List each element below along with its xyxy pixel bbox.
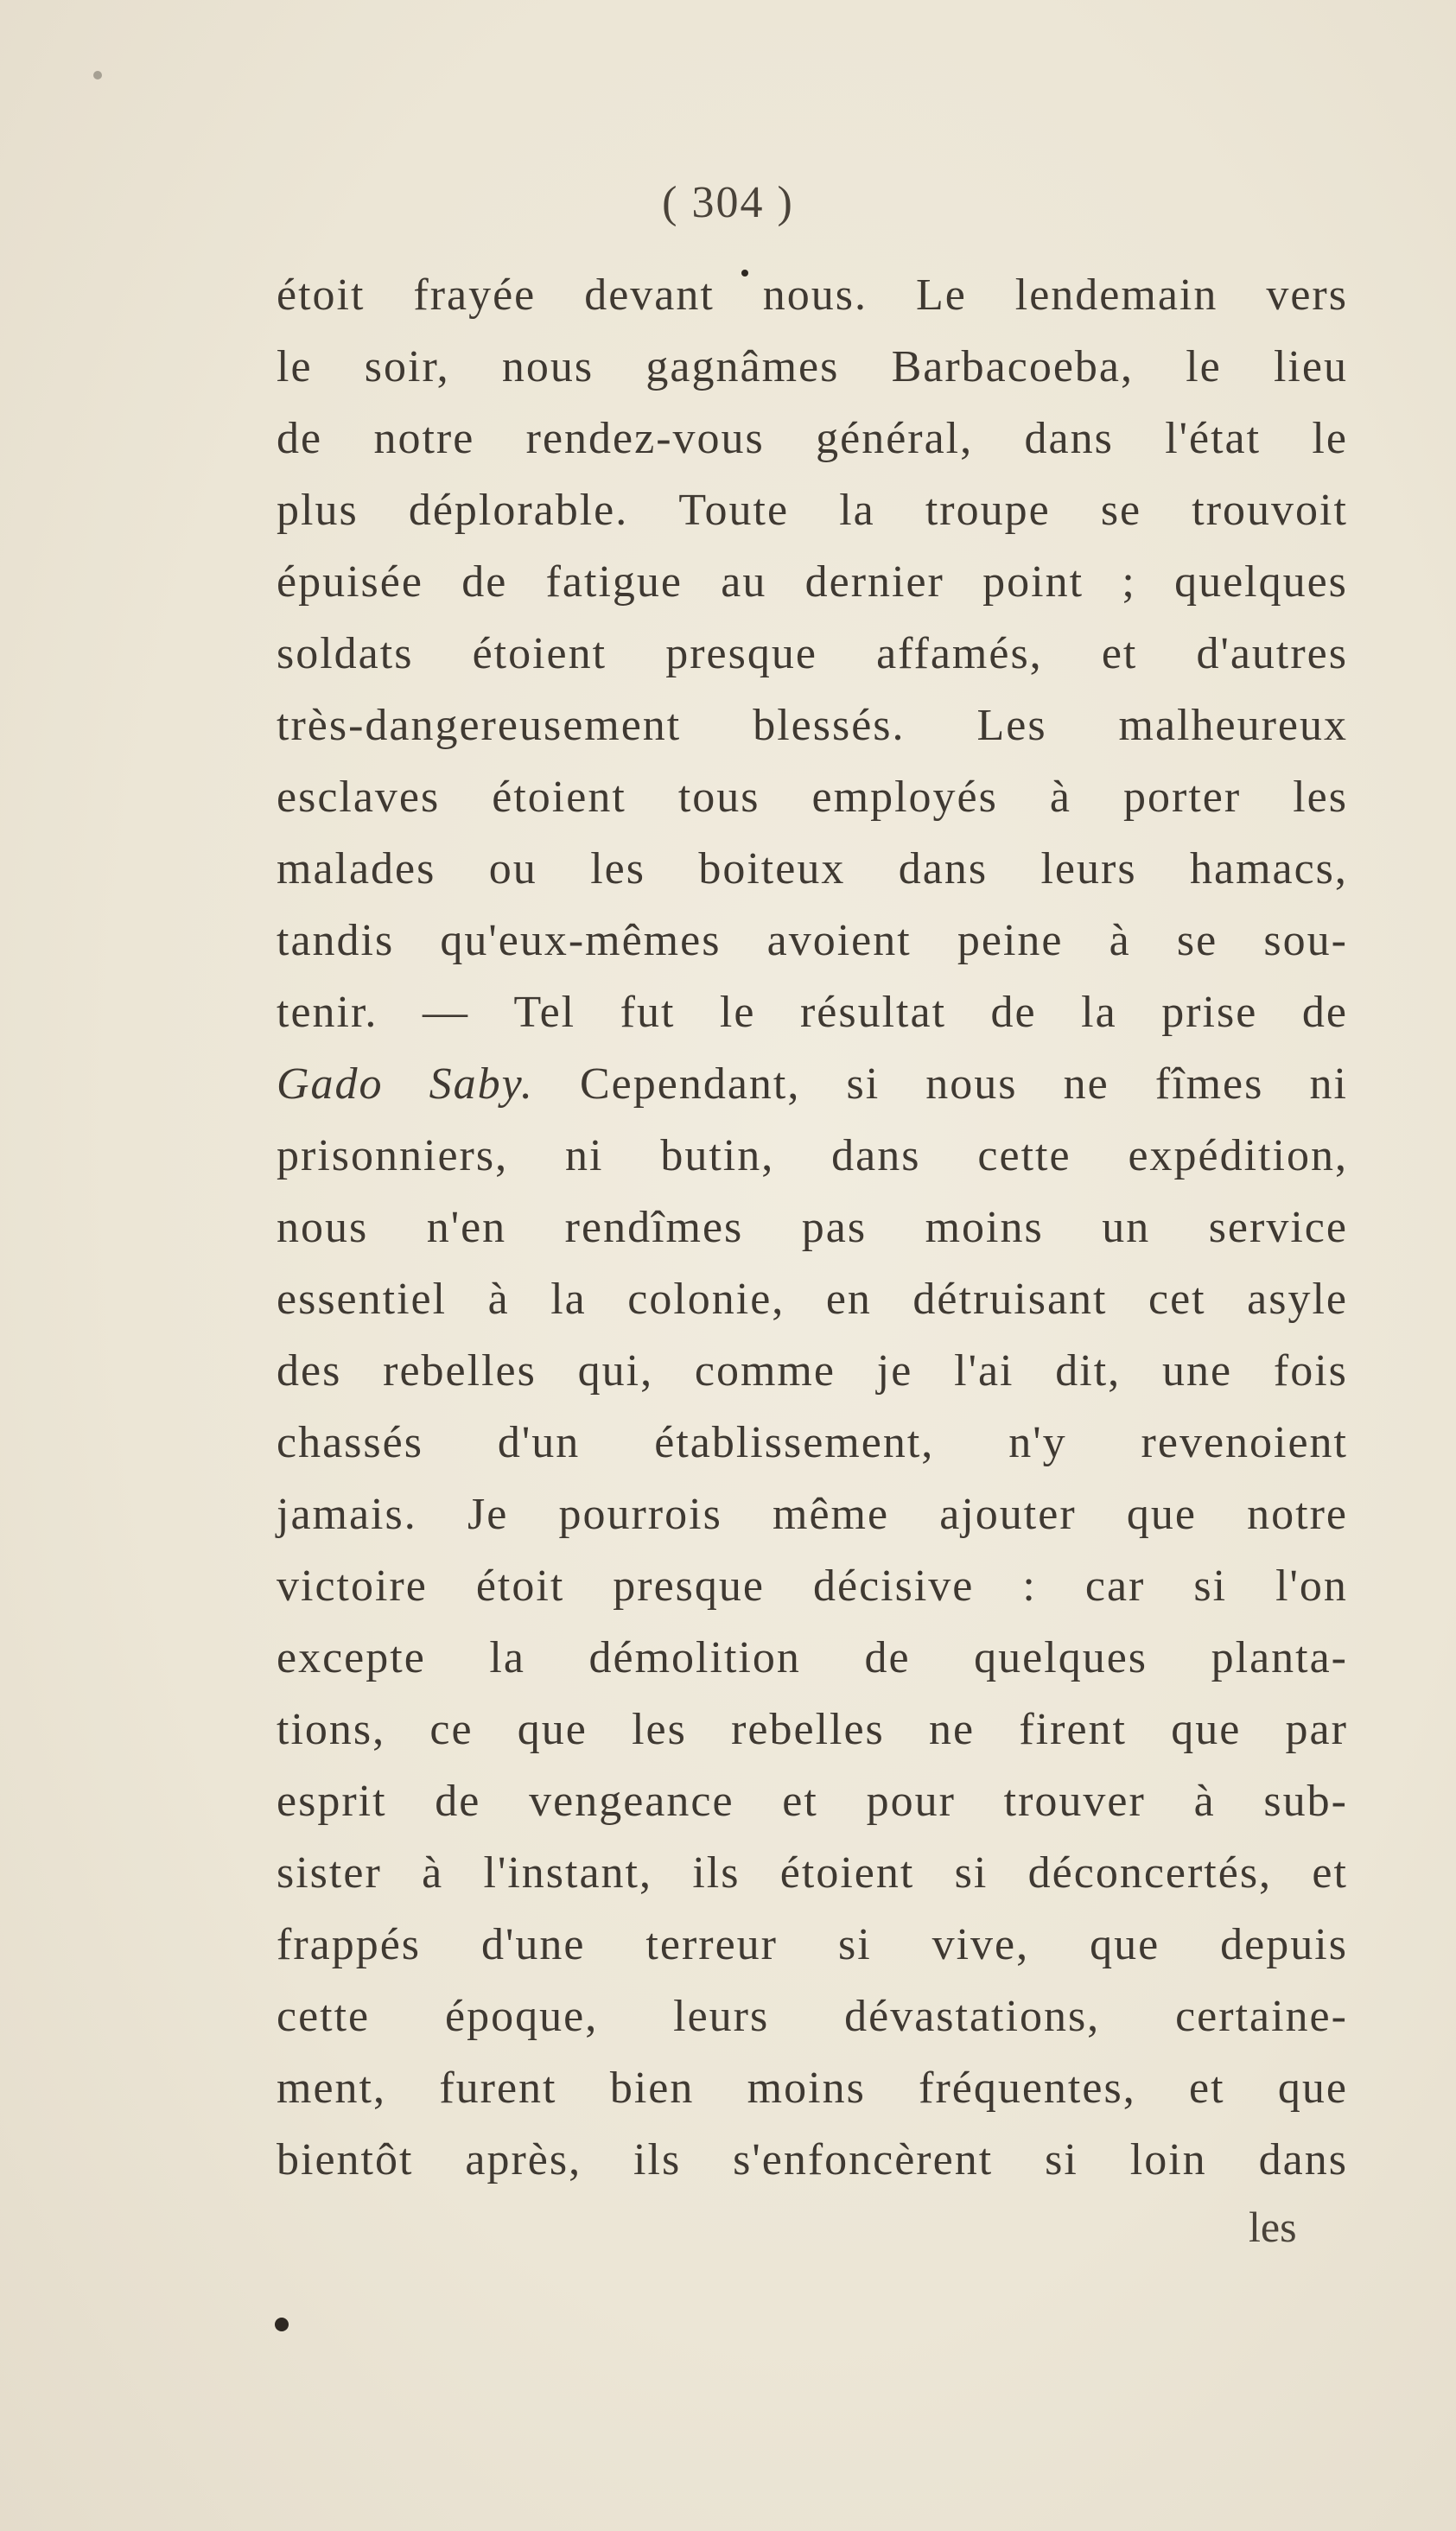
word: colonie, bbox=[627, 1275, 785, 1324]
text-line bbox=[277, 546, 1348, 618]
text-line bbox=[277, 1335, 1348, 1407]
word: étoit bbox=[475, 1561, 565, 1611]
text-line bbox=[277, 2052, 1348, 2124]
word: établissement, bbox=[654, 1418, 935, 1467]
text-line bbox=[277, 1048, 1348, 1120]
word: le bbox=[1186, 342, 1222, 391]
word: l'état bbox=[1165, 414, 1262, 463]
word: épuisée bbox=[277, 557, 423, 607]
word: excepte bbox=[277, 1633, 426, 1682]
word: plus bbox=[277, 486, 359, 535]
word: s'enfoncèrent bbox=[733, 2135, 994, 2184]
word: victoire bbox=[277, 1561, 428, 1611]
word: bien bbox=[609, 2064, 695, 2113]
text-line bbox=[277, 259, 1348, 331]
word: notre bbox=[1247, 1490, 1348, 1539]
text-line bbox=[277, 1622, 1348, 1694]
text-line bbox=[277, 690, 1348, 761]
word: si bbox=[837, 1920, 872, 1969]
word: et bbox=[782, 1777, 818, 1826]
word: d'autres bbox=[1196, 629, 1348, 678]
word: asyle bbox=[1247, 1275, 1348, 1324]
word: rendîmes bbox=[564, 1203, 744, 1252]
text-line bbox=[277, 1407, 1348, 1479]
word: bientôt bbox=[277, 2135, 414, 2184]
word: si bbox=[1045, 2135, 1078, 2184]
body-text bbox=[277, 259, 1348, 2196]
word: : bbox=[1022, 1561, 1037, 1611]
word: fîmes bbox=[1154, 1059, 1264, 1109]
word: ne bbox=[929, 1705, 976, 1754]
word: l'instant, bbox=[483, 1848, 652, 1898]
word: que bbox=[517, 1705, 588, 1754]
word: cet bbox=[1148, 1275, 1206, 1324]
word: à bbox=[1049, 773, 1071, 822]
word: ils bbox=[633, 2135, 682, 2184]
word: étoient bbox=[779, 1848, 915, 1898]
word: peine bbox=[957, 916, 1064, 965]
word: prisonniers, bbox=[277, 1131, 509, 1180]
word: nous bbox=[501, 342, 594, 391]
word: service bbox=[1208, 1203, 1348, 1252]
word: à bbox=[1193, 1777, 1216, 1826]
word: Toute bbox=[678, 486, 790, 535]
word: tenir. bbox=[277, 988, 378, 1037]
word: ; bbox=[1122, 557, 1136, 607]
word: leurs bbox=[673, 1992, 770, 2041]
word: boiteux bbox=[698, 844, 846, 893]
word: dans bbox=[898, 844, 989, 893]
ink-speck bbox=[741, 270, 748, 277]
word: vengeance bbox=[529, 1777, 734, 1826]
word: jamais. bbox=[277, 1490, 417, 1539]
word: moins bbox=[747, 2064, 866, 2113]
word: Cependant, bbox=[580, 1059, 801, 1109]
word: — bbox=[422, 988, 469, 1037]
word: malheureux bbox=[1118, 701, 1348, 750]
word: résultat bbox=[799, 988, 947, 1037]
word: ni bbox=[1309, 1059, 1348, 1109]
word: sub- bbox=[1263, 1777, 1348, 1826]
word: revenoient bbox=[1141, 1418, 1348, 1467]
text-line bbox=[277, 1263, 1348, 1335]
text-line bbox=[277, 618, 1348, 690]
word: très-dangereusement bbox=[277, 701, 682, 750]
text-line bbox=[277, 1909, 1348, 1981]
word: au bbox=[721, 557, 767, 607]
word: lendemain bbox=[1014, 270, 1218, 320]
word: Je bbox=[467, 1490, 509, 1539]
word: et bbox=[1312, 1848, 1348, 1898]
text-line bbox=[277, 1550, 1348, 1622]
word: moins bbox=[925, 1203, 1044, 1252]
word: dans bbox=[1258, 2135, 1348, 2184]
word: nous bbox=[925, 1059, 1018, 1109]
text-line bbox=[277, 2124, 1348, 2196]
word: fois bbox=[1273, 1346, 1348, 1396]
word: l'on bbox=[1275, 1561, 1348, 1611]
word: dans bbox=[1024, 414, 1114, 463]
word: la bbox=[1081, 988, 1117, 1037]
ink-speck bbox=[275, 2318, 289, 2331]
word: déconcertés, bbox=[1027, 1848, 1273, 1898]
text-line bbox=[277, 905, 1348, 976]
word: expédition, bbox=[1128, 1131, 1348, 1180]
word: leurs bbox=[1040, 844, 1137, 893]
word: esclaves bbox=[277, 773, 441, 822]
word: en bbox=[825, 1275, 872, 1324]
word: que bbox=[1277, 2064, 1348, 2113]
word: et bbox=[1189, 2064, 1225, 2113]
word: que bbox=[1090, 1920, 1160, 1969]
word: blessés. bbox=[753, 701, 906, 750]
word: décisive bbox=[813, 1561, 975, 1611]
word: chassés bbox=[277, 1418, 423, 1467]
word: trouver bbox=[1003, 1777, 1146, 1826]
word: un bbox=[1102, 1203, 1151, 1252]
word: ils bbox=[692, 1848, 741, 1898]
word: le bbox=[277, 342, 313, 391]
word: presque bbox=[665, 629, 817, 678]
word: point bbox=[982, 557, 1084, 607]
word: la bbox=[489, 1633, 525, 1682]
text-line bbox=[277, 474, 1348, 546]
ink-speck bbox=[93, 71, 102, 79]
word: la bbox=[550, 1275, 587, 1324]
word: devant bbox=[584, 270, 715, 320]
word: loin bbox=[1129, 2135, 1207, 2184]
text-line bbox=[277, 1981, 1348, 2052]
word: de bbox=[1301, 988, 1348, 1037]
word: dit, bbox=[1055, 1346, 1122, 1396]
word: si bbox=[954, 1848, 989, 1898]
word: qui, bbox=[577, 1346, 654, 1396]
word: des bbox=[277, 1346, 342, 1396]
word: se bbox=[1176, 916, 1218, 965]
word: dernier bbox=[804, 557, 944, 607]
word: esprit bbox=[277, 1777, 387, 1826]
word: employés bbox=[811, 773, 998, 822]
word: dans bbox=[831, 1131, 921, 1180]
word: la bbox=[839, 486, 875, 535]
word: Saby. bbox=[429, 1059, 534, 1109]
word: ou bbox=[488, 844, 537, 893]
word: prise bbox=[1161, 988, 1258, 1037]
word: rebelles bbox=[383, 1346, 537, 1396]
word: ni bbox=[565, 1131, 604, 1180]
word: trouvoit bbox=[1192, 486, 1348, 535]
word: affamés, bbox=[876, 629, 1043, 678]
word: se bbox=[1100, 486, 1142, 535]
word: de bbox=[277, 414, 323, 463]
word: de bbox=[990, 988, 1037, 1037]
word: les bbox=[632, 1705, 687, 1754]
word: les bbox=[1293, 773, 1348, 822]
word: ajouter bbox=[939, 1490, 1077, 1539]
word: ce bbox=[429, 1705, 474, 1754]
word: planta- bbox=[1211, 1633, 1348, 1682]
word: si bbox=[846, 1059, 881, 1109]
word: d'un bbox=[497, 1418, 581, 1467]
word: n'y bbox=[1008, 1418, 1067, 1467]
catchword: les bbox=[1249, 2203, 1297, 2251]
word: de bbox=[435, 1777, 481, 1826]
word: Barbacoeba, bbox=[891, 342, 1134, 391]
word: vive, bbox=[931, 1920, 1030, 1969]
page-number: ( 304 ) bbox=[662, 178, 794, 227]
word: Les bbox=[976, 701, 1047, 750]
word: furent bbox=[439, 2064, 557, 2113]
word: certaine- bbox=[1175, 1992, 1348, 2041]
word: d'une bbox=[481, 1920, 586, 1969]
word: tandis bbox=[277, 916, 395, 965]
word: pourrois bbox=[558, 1490, 722, 1539]
word: ne bbox=[1063, 1059, 1109, 1109]
word: car bbox=[1084, 1561, 1146, 1611]
word: je bbox=[876, 1346, 913, 1396]
word: démolition bbox=[588, 1633, 801, 1682]
text-line bbox=[277, 331, 1348, 403]
word: que bbox=[1171, 1705, 1242, 1754]
word: soir, bbox=[364, 342, 450, 391]
word: étoient bbox=[472, 629, 607, 678]
word: firent bbox=[1019, 1705, 1127, 1754]
word: gagnâmes bbox=[645, 342, 840, 391]
word: étoient bbox=[492, 773, 626, 822]
word: l'ai bbox=[954, 1346, 1014, 1396]
text-line bbox=[277, 1837, 1348, 1909]
word: fatigue bbox=[545, 557, 683, 607]
word: déplorable. bbox=[408, 486, 629, 535]
word: lieu bbox=[1273, 342, 1348, 391]
word: à bbox=[487, 1275, 510, 1324]
word: pas bbox=[801, 1203, 868, 1252]
word: que bbox=[1126, 1490, 1197, 1539]
word: Le bbox=[915, 270, 967, 320]
word: terreur bbox=[645, 1920, 778, 1969]
word: le bbox=[719, 988, 756, 1037]
word: Gado bbox=[277, 1059, 384, 1109]
word: une bbox=[1162, 1346, 1233, 1396]
word: notre bbox=[373, 414, 475, 463]
word: étoit bbox=[277, 270, 366, 320]
text-line bbox=[277, 403, 1348, 474]
text-line bbox=[277, 833, 1348, 905]
word: butin, bbox=[660, 1131, 775, 1180]
text-line bbox=[277, 761, 1348, 833]
word: le bbox=[1312, 414, 1348, 463]
word: troupe bbox=[925, 486, 1051, 535]
word: de bbox=[461, 557, 508, 607]
word: dévastations, bbox=[844, 1992, 1101, 2041]
word: ment, bbox=[277, 2064, 386, 2113]
word: cette bbox=[977, 1131, 1071, 1180]
word: essentiel bbox=[277, 1275, 448, 1324]
word: par bbox=[1285, 1705, 1348, 1754]
word: n'en bbox=[426, 1203, 507, 1252]
word: à bbox=[422, 1848, 444, 1898]
text-line bbox=[277, 976, 1348, 1048]
word: et bbox=[1101, 629, 1138, 678]
word: cette bbox=[277, 1992, 371, 2041]
word: porter bbox=[1123, 773, 1242, 822]
word: qu'eux-mêmes bbox=[440, 916, 722, 965]
word: frayée bbox=[413, 270, 537, 320]
word: soldats bbox=[277, 629, 414, 678]
text-line bbox=[277, 1479, 1348, 1550]
word: époque, bbox=[445, 1992, 599, 2041]
word: les bbox=[590, 844, 645, 893]
word: malades bbox=[277, 844, 436, 893]
word: comme bbox=[694, 1346, 836, 1396]
word: quelques bbox=[1174, 557, 1348, 607]
word: Tel bbox=[513, 988, 576, 1037]
word: nous. bbox=[762, 270, 868, 320]
word: rebelles bbox=[731, 1705, 885, 1754]
word: pour bbox=[866, 1777, 956, 1826]
word: détruisant bbox=[912, 1275, 1108, 1324]
word: nous bbox=[277, 1203, 369, 1252]
word: vers bbox=[1266, 270, 1348, 320]
word: rendez-vous bbox=[525, 414, 765, 463]
word: sou- bbox=[1263, 916, 1348, 965]
text-line bbox=[277, 1765, 1348, 1837]
word: quelques bbox=[974, 1633, 1148, 1682]
text-line bbox=[277, 1120, 1348, 1192]
word: si bbox=[1193, 1561, 1228, 1611]
word: hamacs, bbox=[1189, 844, 1348, 893]
word: de bbox=[864, 1633, 911, 1682]
word: avoient bbox=[766, 916, 912, 965]
word: général, bbox=[816, 414, 974, 463]
word: sister bbox=[277, 1848, 382, 1898]
word: fut bbox=[620, 988, 676, 1037]
word: tions, bbox=[277, 1705, 386, 1754]
word: après, bbox=[465, 2135, 582, 2184]
word: frappés bbox=[277, 1920, 422, 1969]
word: presque bbox=[613, 1561, 765, 1611]
word: tous bbox=[677, 773, 760, 822]
word: depuis bbox=[1220, 1920, 1348, 1969]
word: même bbox=[773, 1490, 890, 1539]
word: à bbox=[1109, 916, 1131, 965]
text-line bbox=[277, 1694, 1348, 1765]
text-line bbox=[277, 1192, 1348, 1263]
word: fréquentes, bbox=[919, 2064, 1136, 2113]
